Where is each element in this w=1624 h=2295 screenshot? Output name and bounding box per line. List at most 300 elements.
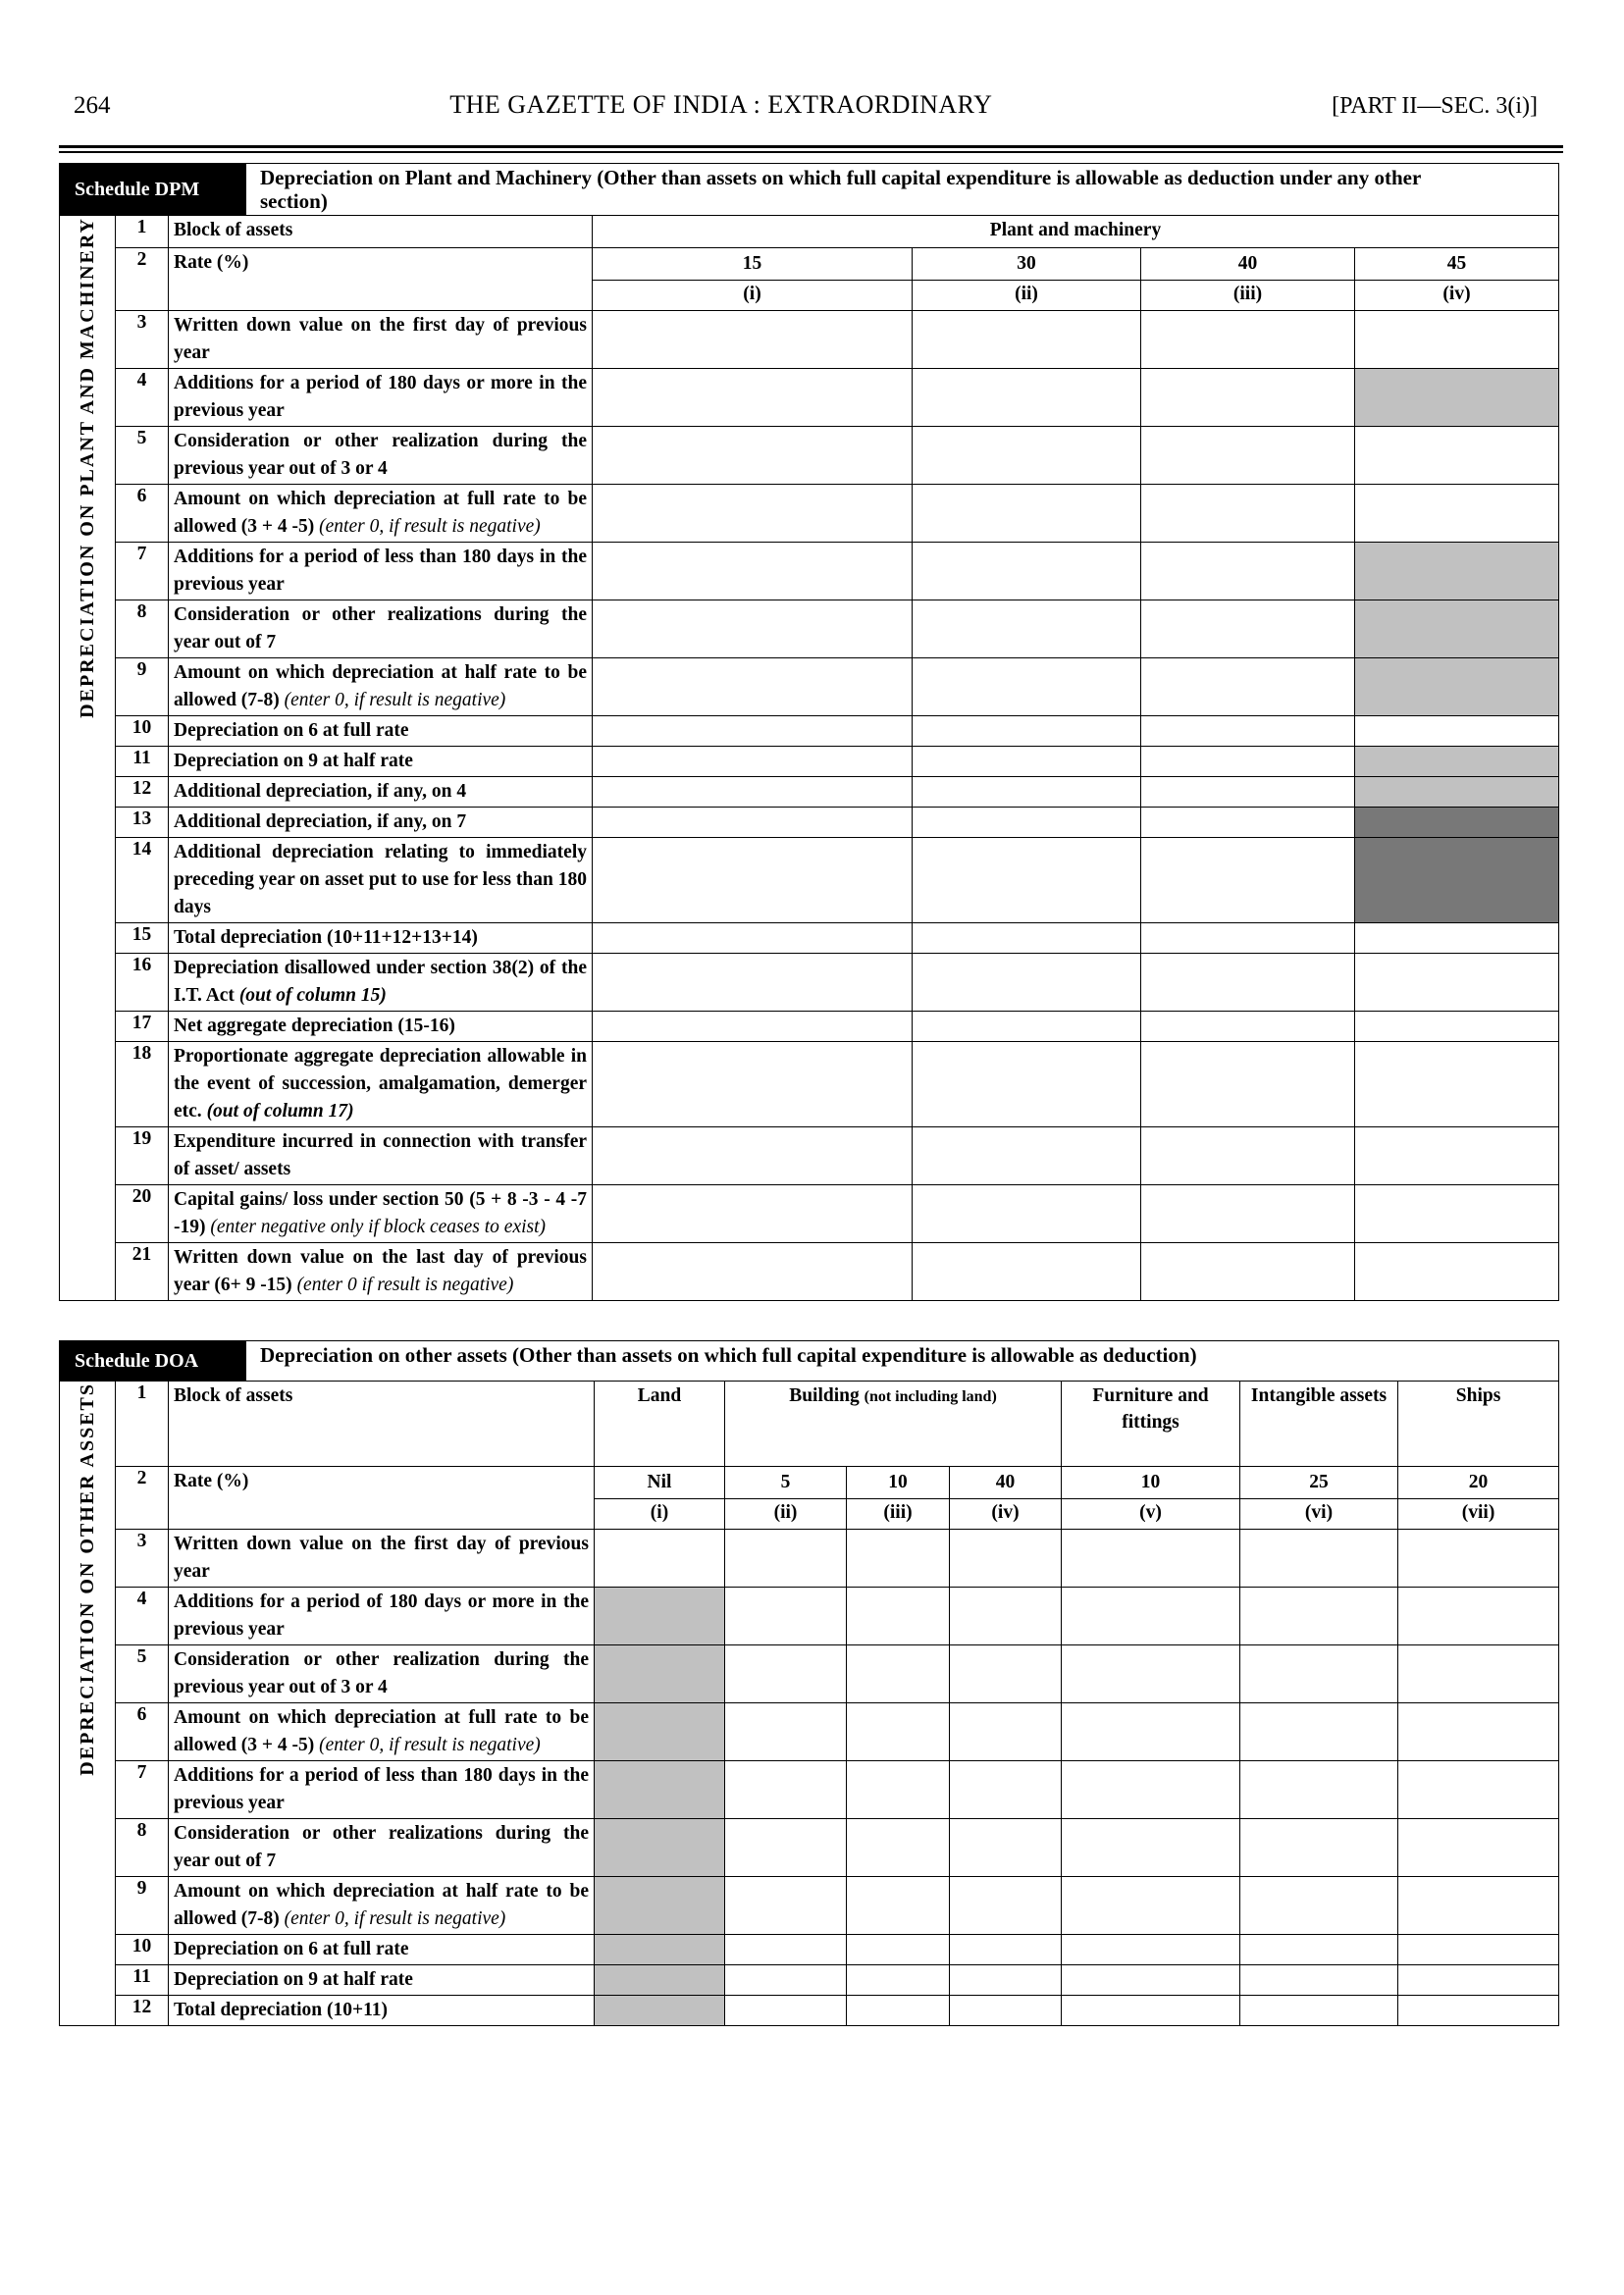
- value-cell-iv: [1355, 427, 1559, 485]
- schedule-doa-table: [59, 1340, 1559, 2026]
- value-cell: [847, 1935, 950, 1965]
- column-id: (ii): [913, 281, 1141, 311]
- column-id: (iii): [1141, 281, 1355, 311]
- value-cell-iii: [1141, 485, 1355, 543]
- value-cell: [1240, 1588, 1398, 1645]
- value-cell: [1062, 1996, 1240, 2026]
- column-header-intangible: Intangible assets: [1240, 1382, 1398, 1467]
- value-cell-iii: [1141, 369, 1355, 427]
- value-cell: [1398, 1877, 1559, 1935]
- row-label: [169, 777, 593, 808]
- row-number: 18: [116, 1042, 169, 1127]
- row-label-text: Capital gains/ loss under section 50 (5 + 8 -3 - 4 -7 -19): [174, 1189, 587, 1237]
- value-cell-land: [595, 1530, 725, 1588]
- row-label: [169, 485, 593, 543]
- value-cell: [847, 1819, 950, 1877]
- table-row: [60, 1042, 1559, 1127]
- value-cell: [950, 1588, 1062, 1645]
- value-cell-ii: [913, 1012, 1141, 1042]
- value-cell-i: [593, 747, 913, 777]
- rate-value: 30: [913, 248, 1141, 281]
- value-cell-i: [593, 1243, 913, 1301]
- value-cell-ii: [913, 311, 1141, 369]
- row-label: [169, 1877, 595, 1935]
- value-cell-i: [593, 716, 913, 747]
- value-cell-iii: [1141, 658, 1355, 716]
- value-cell-iii: [1141, 1042, 1355, 1127]
- value-cell-land: [595, 1761, 725, 1819]
- rate-value: 10: [1062, 1467, 1240, 1499]
- column-header-land: Land: [595, 1382, 725, 1467]
- value-cell: [725, 1935, 847, 1965]
- row-label-text: Total depreciation (10+11): [174, 2000, 389, 2020]
- value-cell-i: [593, 838, 913, 923]
- value-cell: [725, 1996, 847, 2026]
- row-label: Rate (%): [169, 248, 593, 311]
- row-label-text: Amount on which depreciation at full rate to be allowed (3 + 4 -5): [174, 489, 587, 537]
- value-cell-i: [593, 1127, 913, 1185]
- value-cell-i: [593, 369, 913, 427]
- row-label-note: (enter 0, if result is negative): [319, 1735, 541, 1755]
- value-cell-iii: [1141, 808, 1355, 838]
- row-label: [169, 1243, 593, 1301]
- value-cell-iv: [1355, 1012, 1559, 1042]
- value-cell-i: [593, 311, 913, 369]
- row-label-text: Amount on which depreciation at half rate to be allowed (7-8): [174, 1881, 589, 1929]
- value-cell-i: [593, 808, 913, 838]
- value-cell: [1240, 1965, 1398, 1996]
- table-row: [60, 923, 1559, 954]
- value-cell-land: [595, 1935, 725, 1965]
- value-cell: [950, 1530, 1062, 1588]
- value-cell-ii: [913, 923, 1141, 954]
- row-number: 14: [116, 838, 169, 923]
- value-cell-iii: [1141, 427, 1355, 485]
- value-cell: [1240, 1530, 1398, 1588]
- row-label: [169, 747, 593, 777]
- value-cell: [1240, 1703, 1398, 1761]
- row-number: 10: [116, 1935, 169, 1965]
- value-cell-iv: [1355, 808, 1559, 838]
- value-cell-iv: [1355, 600, 1559, 658]
- table-row: [60, 1965, 1559, 1996]
- value-cell-iv: [1355, 543, 1559, 600]
- value-cell: [847, 1588, 950, 1645]
- table-row: [60, 1185, 1559, 1243]
- value-cell-iv: [1355, 485, 1559, 543]
- doa-side-label-text: DEPRECIATION ON OTHER ASSETS: [76, 1382, 98, 1776]
- value-cell: [950, 1996, 1062, 2026]
- row-label: [169, 1645, 595, 1703]
- rate-value: 20: [1398, 1467, 1559, 1499]
- column-id: (ii): [725, 1499, 847, 1530]
- value-cell: [950, 1645, 1062, 1703]
- value-cell: [1398, 1996, 1559, 2026]
- row-label: [169, 543, 593, 600]
- row-number: 1: [116, 216, 169, 248]
- row-label-text: Expenditure incurred in connection with transfer of asset/ assets: [174, 1131, 587, 1179]
- value-cell-ii: [913, 600, 1141, 658]
- value-cell: [1062, 1761, 1240, 1819]
- value-cell-iii: [1141, 747, 1355, 777]
- value-cell-iv: [1355, 838, 1559, 923]
- row-label: [169, 808, 593, 838]
- value-cell-ii: [913, 369, 1141, 427]
- value-cell: [950, 1877, 1062, 1935]
- table-row: [60, 1243, 1559, 1301]
- column-group-header: Plant and machinery: [593, 216, 1559, 248]
- table-row: [60, 1935, 1559, 1965]
- table-row: [60, 777, 1559, 808]
- value-cell-i: [593, 1012, 913, 1042]
- row-label: [169, 1819, 595, 1877]
- row-number: 3: [116, 1530, 169, 1588]
- row-number: 13: [116, 808, 169, 838]
- value-cell-i: [593, 427, 913, 485]
- row-number: 12: [116, 1996, 169, 2026]
- value-cell-ii: [913, 1042, 1141, 1127]
- value-cell-iii: [1141, 838, 1355, 923]
- table-row: [60, 716, 1559, 747]
- value-cell-land: [595, 1819, 725, 1877]
- row-number: 9: [116, 658, 169, 716]
- row-number: 12: [116, 777, 169, 808]
- value-cell: [1240, 1819, 1398, 1877]
- row-label: [169, 658, 593, 716]
- row-label: [169, 1530, 595, 1588]
- value-cell: [725, 1965, 847, 1996]
- value-cell-iv: [1355, 311, 1559, 369]
- value-cell: [847, 1877, 950, 1935]
- row-number: 17: [116, 1012, 169, 1042]
- value-cell: [1062, 1645, 1240, 1703]
- page-header: [0, 0, 1624, 120]
- row-label-text: Depreciation on 6 at full rate: [174, 720, 409, 741]
- row-number: 11: [116, 747, 169, 777]
- row-label-text: Additional depreciation, if any, on 7: [174, 811, 467, 832]
- row-label: [169, 1042, 593, 1127]
- table-row: [60, 1703, 1559, 1761]
- row-number: 4: [116, 369, 169, 427]
- row-label-text: Written down value on the last day of previous year (6+ 9 -15): [174, 1247, 587, 1295]
- row-label-text: Consideration or other realizations during the year out of 7: [174, 1823, 589, 1871]
- table-row: [60, 1012, 1559, 1042]
- row-label-note: (enter 0, if result is negative): [284, 1908, 506, 1929]
- row-label: [169, 1965, 595, 1996]
- value-cell: [725, 1645, 847, 1703]
- value-cell: [950, 1703, 1062, 1761]
- value-cell: [1240, 1877, 1398, 1935]
- column-id: (vi): [1240, 1499, 1398, 1530]
- value-cell: [847, 1761, 950, 1819]
- value-cell-land: [595, 1877, 725, 1935]
- row-label: [169, 838, 593, 923]
- value-cell: [950, 1819, 1062, 1877]
- table-row: [60, 1819, 1559, 1877]
- row-label-note: (enter negative only if block ceases to exist): [210, 1217, 547, 1237]
- row-label-text: Amount on which depreciation at half rate to be allowed (7-8): [174, 662, 587, 710]
- rate-value: Nil: [595, 1467, 725, 1499]
- table-row: [60, 954, 1559, 1012]
- value-cell-iv: [1355, 923, 1559, 954]
- column-id: (i): [595, 1499, 725, 1530]
- value-cell: [1062, 1703, 1240, 1761]
- value-cell-ii: [913, 485, 1141, 543]
- table-row: [60, 600, 1559, 658]
- value-cell: [950, 1965, 1062, 1996]
- value-cell: [1240, 1996, 1398, 2026]
- value-cell: [1398, 1965, 1559, 1996]
- value-cell-iv: [1355, 1042, 1559, 1127]
- table-row: [60, 1127, 1559, 1185]
- row-number: 2: [116, 248, 169, 311]
- value-cell-i: [593, 1042, 913, 1127]
- value-cell-ii: [913, 716, 1141, 747]
- value-cell-iii: [1141, 311, 1355, 369]
- row-label: [169, 1185, 593, 1243]
- row-number: 21: [116, 1243, 169, 1301]
- row-label-text: Amount on which depreciation at full rate to be allowed (3 + 4 -5): [174, 1707, 589, 1755]
- row-label-note: (out of column 17): [206, 1101, 354, 1121]
- value-cell-iii: [1141, 600, 1355, 658]
- value-cell: [1062, 1935, 1240, 1965]
- row-number: 5: [116, 1645, 169, 1703]
- doa-side-label: [60, 1382, 116, 2026]
- row-label-text: Additional depreciation, if any, on 4: [174, 781, 467, 802]
- table-row: [60, 369, 1559, 427]
- value-cell: [1062, 1819, 1240, 1877]
- value-cell: [1398, 1645, 1559, 1703]
- value-cell: [847, 1703, 950, 1761]
- building-label: Building: [789, 1385, 860, 1406]
- value-cell-ii: [913, 1243, 1141, 1301]
- schedule-doa-header-row: [60, 1341, 1559, 1382]
- value-cell: [1062, 1530, 1240, 1588]
- value-cell-i: [593, 485, 913, 543]
- row-label: Block of assets: [169, 1382, 595, 1467]
- row-label: [169, 1996, 595, 2026]
- row-number: 16: [116, 954, 169, 1012]
- row-label: [169, 1127, 593, 1185]
- value-cell: [725, 1703, 847, 1761]
- row-label-text: Additional depreciation relating to immediately preceding year on asset put to use for less than 180 days: [174, 842, 587, 917]
- value-cell: [847, 1645, 950, 1703]
- value-cell: [1398, 1819, 1559, 1877]
- value-cell: [1062, 1877, 1240, 1935]
- value-cell-ii: [913, 808, 1141, 838]
- value-cell-iii: [1141, 777, 1355, 808]
- value-cell: [1240, 1935, 1398, 1965]
- value-cell-iii: [1141, 923, 1355, 954]
- column-header-ships: Ships: [1398, 1382, 1559, 1467]
- row-label-text: Consideration or other realization during the previous year out of 3 or 4: [174, 1649, 589, 1697]
- value-cell-ii: [913, 954, 1141, 1012]
- value-cell-i: [593, 600, 913, 658]
- column-id: (v): [1062, 1499, 1240, 1530]
- row-label: [169, 716, 593, 747]
- rate-value: 25: [1240, 1467, 1398, 1499]
- value-cell-land: [595, 1965, 725, 1996]
- table-row: [60, 485, 1559, 543]
- rate-value: 15: [593, 248, 913, 281]
- row-number: 9: [116, 1877, 169, 1935]
- value-cell-iii: [1141, 1012, 1355, 1042]
- gazette-title: THE GAZETTE OF INDIA : EXTRAORDINARY: [449, 90, 993, 119]
- value-cell: [1062, 1965, 1240, 1996]
- schedule-dpm-header-row: [60, 164, 1559, 216]
- value-cell-i: [593, 543, 913, 600]
- row-number: 4: [116, 1588, 169, 1645]
- value-cell: [725, 1761, 847, 1819]
- table-row: [60, 311, 1559, 369]
- rate-value: 5: [725, 1467, 847, 1499]
- row-number: 8: [116, 600, 169, 658]
- value-cell-iii: [1141, 716, 1355, 747]
- value-cell: [1062, 1588, 1240, 1645]
- schedule-doa-tag: Schedule DOA: [60, 1341, 246, 1381]
- row-label-text: Depreciation on 9 at half rate: [174, 751, 413, 771]
- row-label-text: Total depreciation (10+11+12+13+14): [174, 927, 478, 948]
- value-cell-iii: [1141, 1243, 1355, 1301]
- row-label: [169, 1761, 595, 1819]
- value-cell: [1398, 1588, 1559, 1645]
- value-cell-iv: [1355, 658, 1559, 716]
- value-cell-ii: [913, 1185, 1141, 1243]
- value-cell-iv: [1355, 716, 1559, 747]
- value-cell: [1240, 1645, 1398, 1703]
- row-number: 8: [116, 1819, 169, 1877]
- table-row: [60, 216, 1559, 248]
- value-cell-i: [593, 1185, 913, 1243]
- row-number: 20: [116, 1185, 169, 1243]
- row-label: Block of assets: [169, 216, 593, 248]
- row-label-text: Proportionate aggregate depreciation allowable in the event of succession, amalgamation, demerger etc.: [174, 1046, 587, 1121]
- value-cell-i: [593, 923, 913, 954]
- rate-value: 10: [847, 1467, 950, 1499]
- row-label-text: Consideration or other realization during the previous year out of 3 or 4: [174, 431, 587, 479]
- value-cell-i: [593, 777, 913, 808]
- value-cell-land: [595, 1996, 725, 2026]
- row-label-text: Additions for a period of less than 180 days in the previous year: [174, 547, 587, 595]
- column-id: (iv): [1355, 281, 1559, 311]
- value-cell: [847, 1965, 950, 1996]
- value-cell-iv: [1355, 1127, 1559, 1185]
- table-row: [60, 747, 1559, 777]
- row-label-text: Written down value on the first day of previous year: [174, 315, 587, 363]
- table-row: [60, 658, 1559, 716]
- value-cell: [847, 1530, 950, 1588]
- row-label: [169, 1935, 595, 1965]
- row-number: 6: [116, 1703, 169, 1761]
- value-cell: [1398, 1761, 1559, 1819]
- table-row: [60, 1530, 1559, 1588]
- table-row: [60, 543, 1559, 600]
- row-number: 2: [116, 1467, 169, 1530]
- table-row: [60, 1588, 1559, 1645]
- value-cell-iv: [1355, 954, 1559, 1012]
- value-cell-land: [595, 1703, 725, 1761]
- table-row: [60, 808, 1559, 838]
- row-label: [169, 311, 593, 369]
- value-cell-iii: [1141, 543, 1355, 600]
- row-label: [169, 369, 593, 427]
- value-cell-iv: [1355, 777, 1559, 808]
- rate-value: 40: [1141, 248, 1355, 281]
- row-label-text: Additions for a period of 180 days or more in the previous year: [174, 373, 587, 421]
- value-cell-i: [593, 658, 913, 716]
- row-label-note: (enter 0 if result is negative): [296, 1275, 514, 1295]
- row-label-text: Additions for a period of 180 days or more in the previous year: [174, 1591, 589, 1640]
- value-cell: [725, 1819, 847, 1877]
- value-cell: [1398, 1935, 1559, 1965]
- value-cell: [950, 1761, 1062, 1819]
- header-rule: [59, 145, 1563, 153]
- column-id: (iv): [950, 1499, 1062, 1530]
- row-label-text: Additions for a period of less than 180 days in the previous year: [174, 1765, 589, 1813]
- value-cell: [725, 1530, 847, 1588]
- value-cell-i: [593, 954, 913, 1012]
- schedule-dpm-title: Depreciation on Plant and Machinery (Other than assets on which full capital expenditure is allowable as deduction under any other section): [260, 166, 1421, 213]
- value-cell-ii: [913, 1127, 1141, 1185]
- value-cell-iv: [1355, 1185, 1559, 1243]
- row-number: 7: [116, 1761, 169, 1819]
- table-row: [60, 838, 1559, 923]
- row-label-note: (out of column 15): [238, 985, 387, 1006]
- column-id: (iii): [847, 1499, 950, 1530]
- table-row: [60, 1761, 1559, 1819]
- row-label-note: (enter 0, if result is negative): [319, 516, 541, 537]
- rate-row: [60, 248, 1559, 281]
- row-label: [169, 427, 593, 485]
- value-cell-land: [595, 1645, 725, 1703]
- row-label: [169, 1703, 595, 1761]
- building-sublabel: (not including land): [864, 1388, 997, 1405]
- value-cell-land: [595, 1588, 725, 1645]
- value-cell-ii: [913, 543, 1141, 600]
- row-label-text: Depreciation on 6 at full rate: [174, 1939, 409, 1959]
- value-cell-ii: [913, 658, 1141, 716]
- row-number: 10: [116, 716, 169, 747]
- part-section-label: [PART II—SEC. 3(i)]: [1332, 93, 1538, 119]
- row-label: [169, 954, 593, 1012]
- row-label-note: (enter 0, if result is negative): [284, 690, 506, 710]
- value-cell-ii: [913, 838, 1141, 923]
- row-number: 3: [116, 311, 169, 369]
- row-number: 1: [116, 1382, 169, 1467]
- schedule-dpm-tag: Schedule DPM: [60, 164, 246, 215]
- rate-value: 45: [1355, 248, 1559, 281]
- column-id: (vii): [1398, 1499, 1559, 1530]
- row-number: 7: [116, 543, 169, 600]
- page-number: 264: [74, 92, 111, 119]
- row-label: Rate (%): [169, 1467, 595, 1530]
- rate-value: 40: [950, 1467, 1062, 1499]
- value-cell: [1398, 1703, 1559, 1761]
- value-cell-iv: [1355, 747, 1559, 777]
- dpm-side-label: [60, 216, 116, 1301]
- value-cell-iv: [1355, 369, 1559, 427]
- row-number: 5: [116, 427, 169, 485]
- row-label: [169, 923, 593, 954]
- row-number: 6: [116, 485, 169, 543]
- table-row: [60, 1382, 1559, 1467]
- value-cell-iii: [1141, 1185, 1355, 1243]
- value-cell-iii: [1141, 1127, 1355, 1185]
- row-label: [169, 600, 593, 658]
- schedule-dpm-table: [59, 163, 1559, 1301]
- row-number: 19: [116, 1127, 169, 1185]
- table-row: [60, 1645, 1559, 1703]
